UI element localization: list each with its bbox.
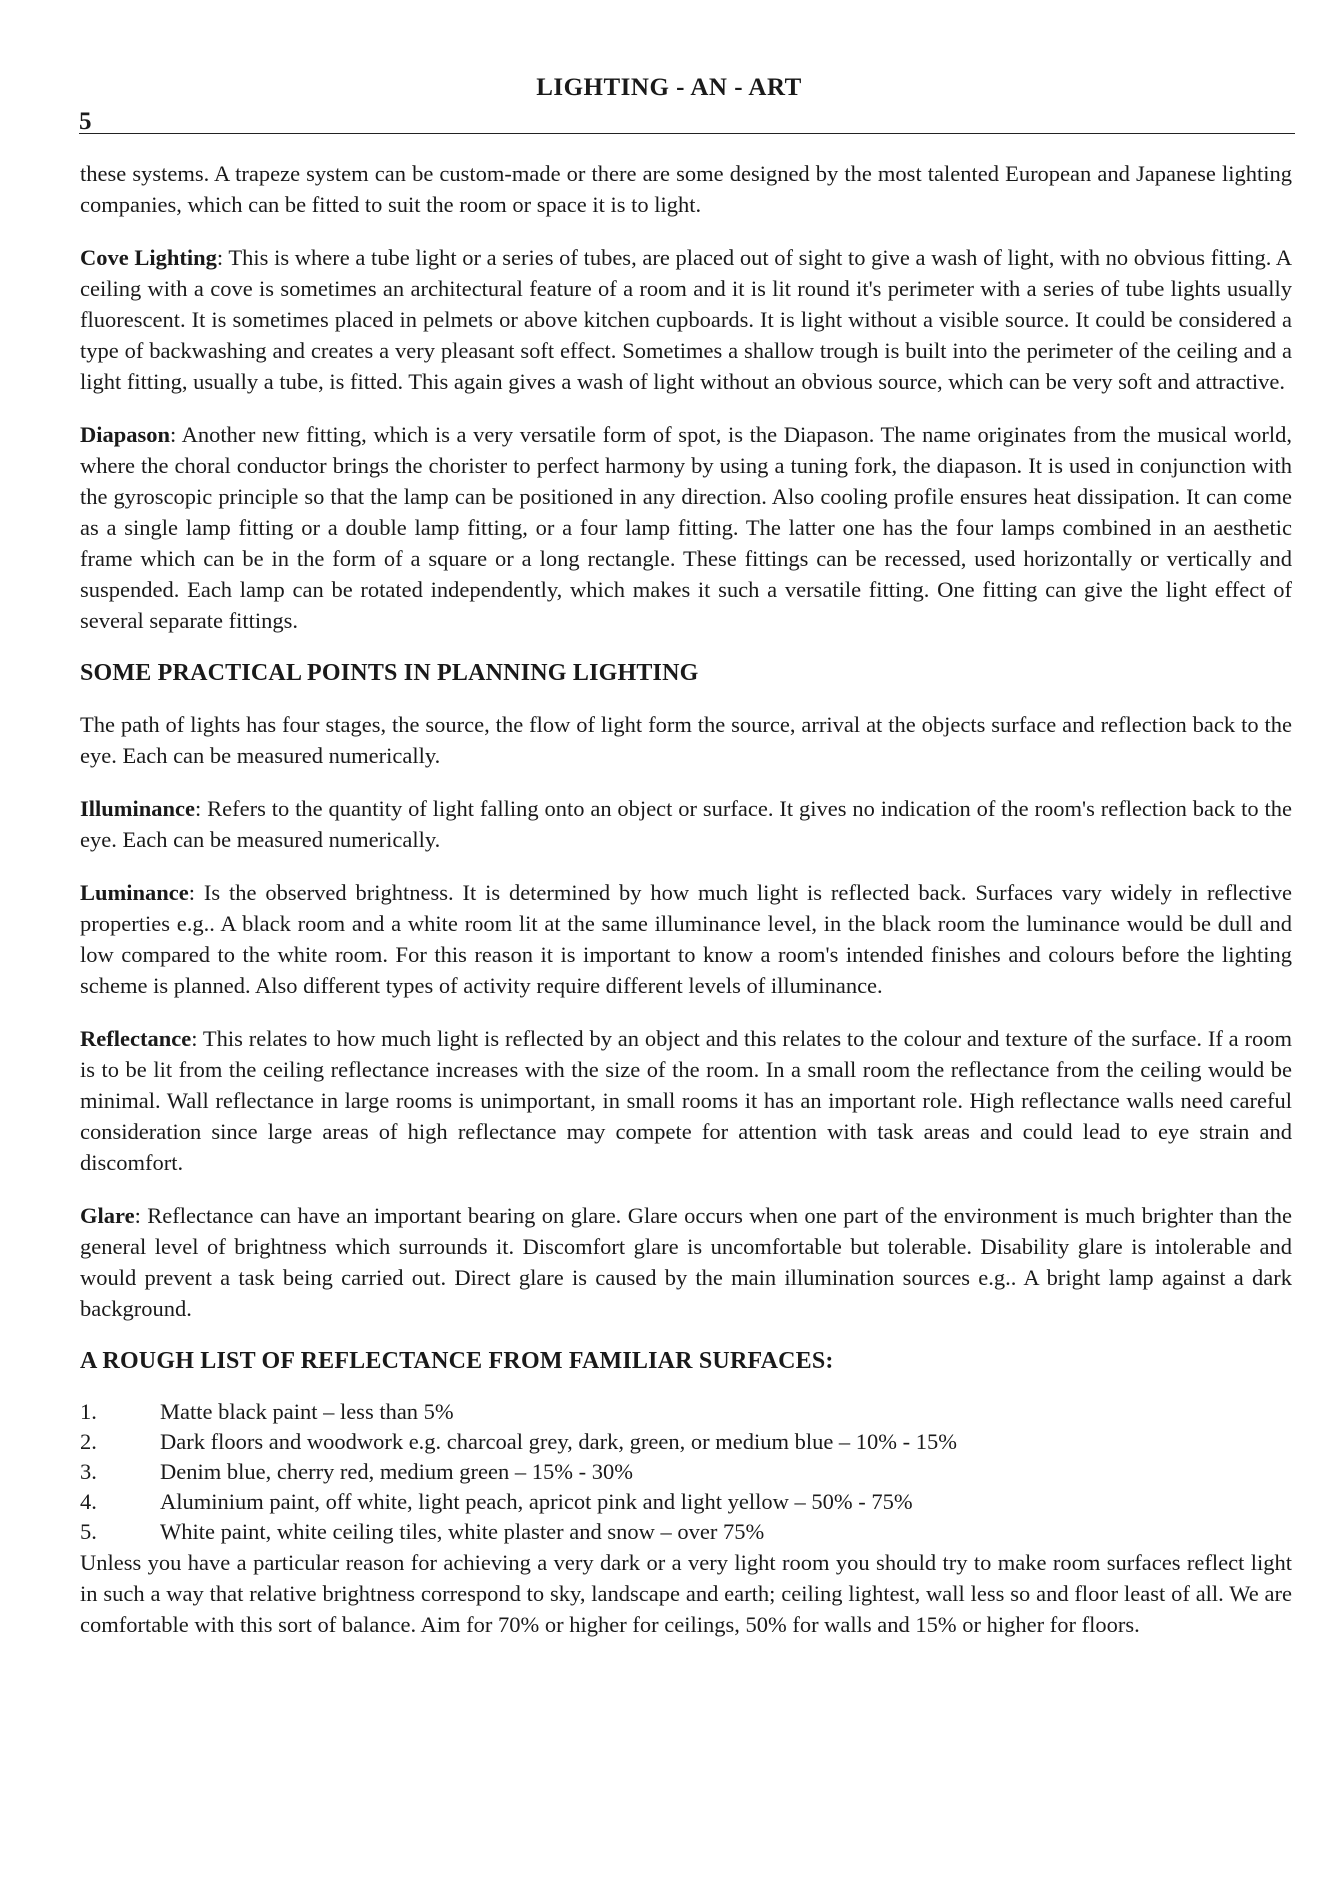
reflectance-term: Reflectance [80, 1026, 192, 1051]
planning-lighting-heading: SOME PRACTICAL POINTS IN PLANNING LIGHTING [80, 660, 699, 686]
planning-intro-text: The path of lights has four stages, the source, the flow of light form the source, arrival at the objects surface and reflection back to the eye. Each can be measured numerically. [80, 712, 1292, 768]
luminance-text: : Is the observed brightness. It is determined by how much light is reflected back. Surfaces vary widely in reflective properties e.g.. A black room and a white room lit at the same illuminance level, in the black room the luminance would be dull and low compared to the white room. For this reason it is important to know a room's intended finishes and colours before the lighting scheme is planned. Also different types of activity require different levels of illuminance. [80, 880, 1292, 998]
list-item [80, 1517, 1292, 1547]
header-rule [79, 133, 1295, 134]
closing-paragraph [80, 1547, 1292, 1640]
glare-text: : Reflectance can have an important bearing on glare. Glare occurs when one part of the environment is much brighter than the general level of brightness which surrounds it. Discomfort glare is uncomfortable but tolerable. Disability glare is intolerable and would prevent a task being carried out. Direct glare is caused by the main illumination sources e.g.. A bright lamp against a dark background. [80, 1203, 1292, 1321]
list-item-number: 5. [80, 1519, 97, 1544]
illuminance-paragraph [80, 793, 1292, 855]
list-item [80, 1487, 1292, 1517]
intro-paragraph [80, 158, 1292, 220]
list-item-number: 2. [80, 1429, 97, 1454]
diapason-term: Diapason [80, 422, 171, 447]
list-item-number: 3. [80, 1459, 97, 1484]
list-item-text: Aluminium paint, off white, light peach, apricot pink and light yellow – 50% - 75% [160, 1489, 913, 1514]
reflectance-text: : This relates to how much light is reflected by an object and this relates to the colour and texture of the surface. If a room is to be lit from the ceiling reflectance increases with the size of the room. In a small room the reflectance from the ceiling would be minimal. Wall reflectance in large rooms is unimportant, in small rooms it has an important role. High reflectance walls need careful consideration since large areas of high reflectance may compete for attention with task areas and could lead to eye strain and discomfort. [80, 1026, 1292, 1175]
luminance-paragraph [80, 877, 1292, 1001]
list-item [80, 1397, 1292, 1427]
list-item [80, 1457, 1292, 1487]
running-title: LIGHTING - AN - ART [536, 74, 802, 101]
page-number: 5 [79, 108, 92, 135]
list-item [80, 1427, 1292, 1457]
intro-text: these systems. A trapeze system can be custom-made or there are some designed by the most talented European and Japanese lighting companies, which can be fitted to suit the room or space it is to light. [80, 161, 1292, 217]
glare-term: Glare [80, 1203, 135, 1228]
reflectance-list-heading: A ROUGH LIST OF REFLECTANCE FROM FAMILIAR SURFACES: [80, 1348, 834, 1374]
cove-lighting-paragraph [80, 242, 1292, 397]
illuminance-term: Illuminance [80, 796, 196, 821]
planning-intro-paragraph [80, 709, 1292, 771]
cove-lighting-text: : This is where a tube light or a series of tubes, are placed out of sight to give a wash of light, with no obvious fitting. A ceiling with a cove is sometimes an architectural feature of a room and it is lit round it's perimeter with a series of tube lights usually fluorescent. It is sometimes placed in pelmets or above kitchen cupboards. It is light without a visible source. It could be considered a type of backwashing and creates a very pleasant soft effect. Sometimes a shallow trough is built into the perimeter of the ceiling and a light fitting, usually a tube, is fitted. This again gives a wash of light without an obvious source, which can be very soft and attractive. [80, 245, 1292, 394]
luminance-term: Luminance [80, 880, 189, 905]
page-content [80, 158, 1292, 1640]
list-item-text: Denim blue, cherry red, medium green – 15% - 30% [160, 1459, 633, 1484]
cove-lighting-term: Cove Lighting [80, 245, 217, 270]
closing-text: Unless you have a particular reason for achieving a very dark or a very light room you should try to make room surfaces reflect light in such a way that relative brightness correspond to sky, landscape and earth; ceiling lightest, wall less so and floor least of all. We are comfortable with this sort of balance. Aim for 70% or higher for ceilings, 50% for walls and 15% or higher for floors. [80, 1550, 1292, 1637]
list-item-text: Matte black paint – less than 5% [160, 1399, 454, 1424]
list-item-number: 1. [80, 1399, 97, 1424]
illuminance-text: : Refers to the quantity of light falling onto an object or surface. It gives no indication of the room's reflection back to the eye. Each can be measured numerically. [80, 796, 1292, 852]
diapason-paragraph [80, 419, 1292, 636]
glare-paragraph [80, 1200, 1292, 1324]
reflectance-list [80, 1397, 1292, 1547]
diapason-text: : Another new fitting, which is a very versatile form of spot, is the Diapason. The name originates from the musical world, where the choral conductor brings the chorister to perfect harmony by using a tuning fork, the diapason. It is used in conjunction with the gyroscopic principle so that the lamp can be positioned in any direction. Also cooling profile ensures heat dissipation. It can come as a single lamp fitting or a double lamp fitting, or a four lamp fitting. The latter one has the four lamps combined in an aesthetic frame which can be in the form of a square or a long rectangle. These fittings can be recessed, used horizontally or vertically and suspended. Each lamp can be rotated independently, which makes it such a versatile fitting. One fitting can give the light effect of several separate fittings. [80, 422, 1292, 633]
list-item-number: 4. [80, 1489, 97, 1514]
reflectance-paragraph [80, 1023, 1292, 1178]
list-item-text: Dark floors and woodwork e.g. charcoal grey, dark, green, or medium blue – 10% - 15% [160, 1429, 958, 1454]
list-item-text: White paint, white ceiling tiles, white plaster and snow – over 75% [160, 1519, 765, 1544]
